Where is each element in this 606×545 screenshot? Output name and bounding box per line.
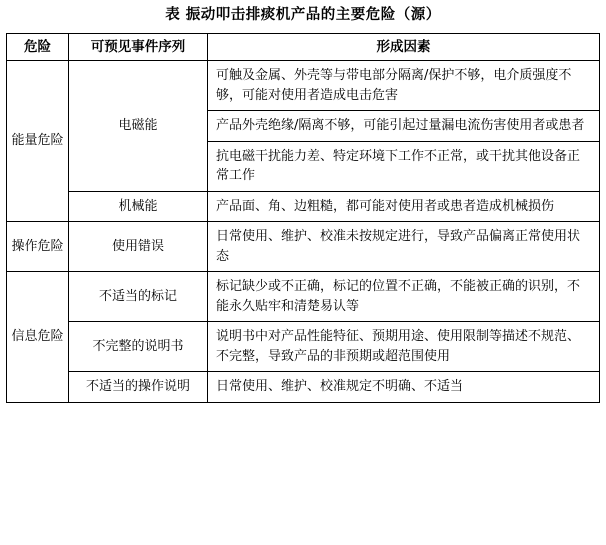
column-header-hazard: 危险 — [7, 33, 69, 60]
cell-factor: 可触及金属、外壳等与带电部分隔离/保护不够，电介质强度不够，可能对使用者造成电击危害 — [208, 61, 600, 111]
table-row — [7, 61, 600, 111]
table-row — [7, 322, 600, 372]
table-header — [7, 33, 600, 60]
cell-sequence: 不适当的操作说明 — [69, 372, 208, 403]
table-row — [7, 372, 600, 403]
cell-factor: 日常使用、维护、校准未按规定进行，导致产品偏离正常使用状态 — [208, 222, 600, 272]
cell-factor: 产品面、角、边粗糙，都可能对使用者或患者造成机械损伤 — [208, 191, 600, 222]
column-header-factor: 形成因素 — [208, 33, 600, 60]
cell-factor: 抗电磁干扰能力差、特定环境下工作不正常，或干扰其他设备正常工作 — [208, 141, 600, 191]
cell-sequence: 使用错误 — [69, 222, 208, 272]
cell-sequence: 机械能 — [69, 191, 208, 222]
cell-hazard: 操作危险 — [7, 222, 69, 272]
cell-sequence: 不适当的标记 — [69, 272, 208, 322]
cell-hazard: 信息危险 — [7, 272, 69, 403]
table-row — [7, 222, 600, 272]
column-header-sequence: 可预见事件序列 — [69, 33, 208, 60]
table-row — [7, 272, 600, 322]
table-header-row — [7, 33, 600, 60]
cell-factor: 标记缺少或不正确，标记的位置不正确，不能被正确的识别，不能永久贴牢和清楚易认等 — [208, 272, 600, 322]
risk-table — [6, 33, 600, 403]
table-body — [7, 61, 600, 403]
table-caption: 表 振动叩击排痰机产品的主要危险（源） — [165, 7, 441, 23]
cell-factor: 产品外壳绝缘/隔离不够，可能引起过量漏电流伤害使用者或患者 — [208, 111, 600, 142]
cell-hazard: 能量危险 — [7, 61, 69, 222]
cell-factor: 说明书中对产品性能特征、预期用途、使用限制等描述不规范、不完整，导致产品的非预期或超范围使用 — [208, 322, 600, 372]
cell-factor: 日常使用、维护、校准规定不明确、不适当 — [208, 372, 600, 403]
table-row — [7, 191, 600, 222]
cell-sequence: 不完整的说明书 — [69, 322, 208, 372]
cell-sequence: 电磁能 — [69, 61, 208, 192]
